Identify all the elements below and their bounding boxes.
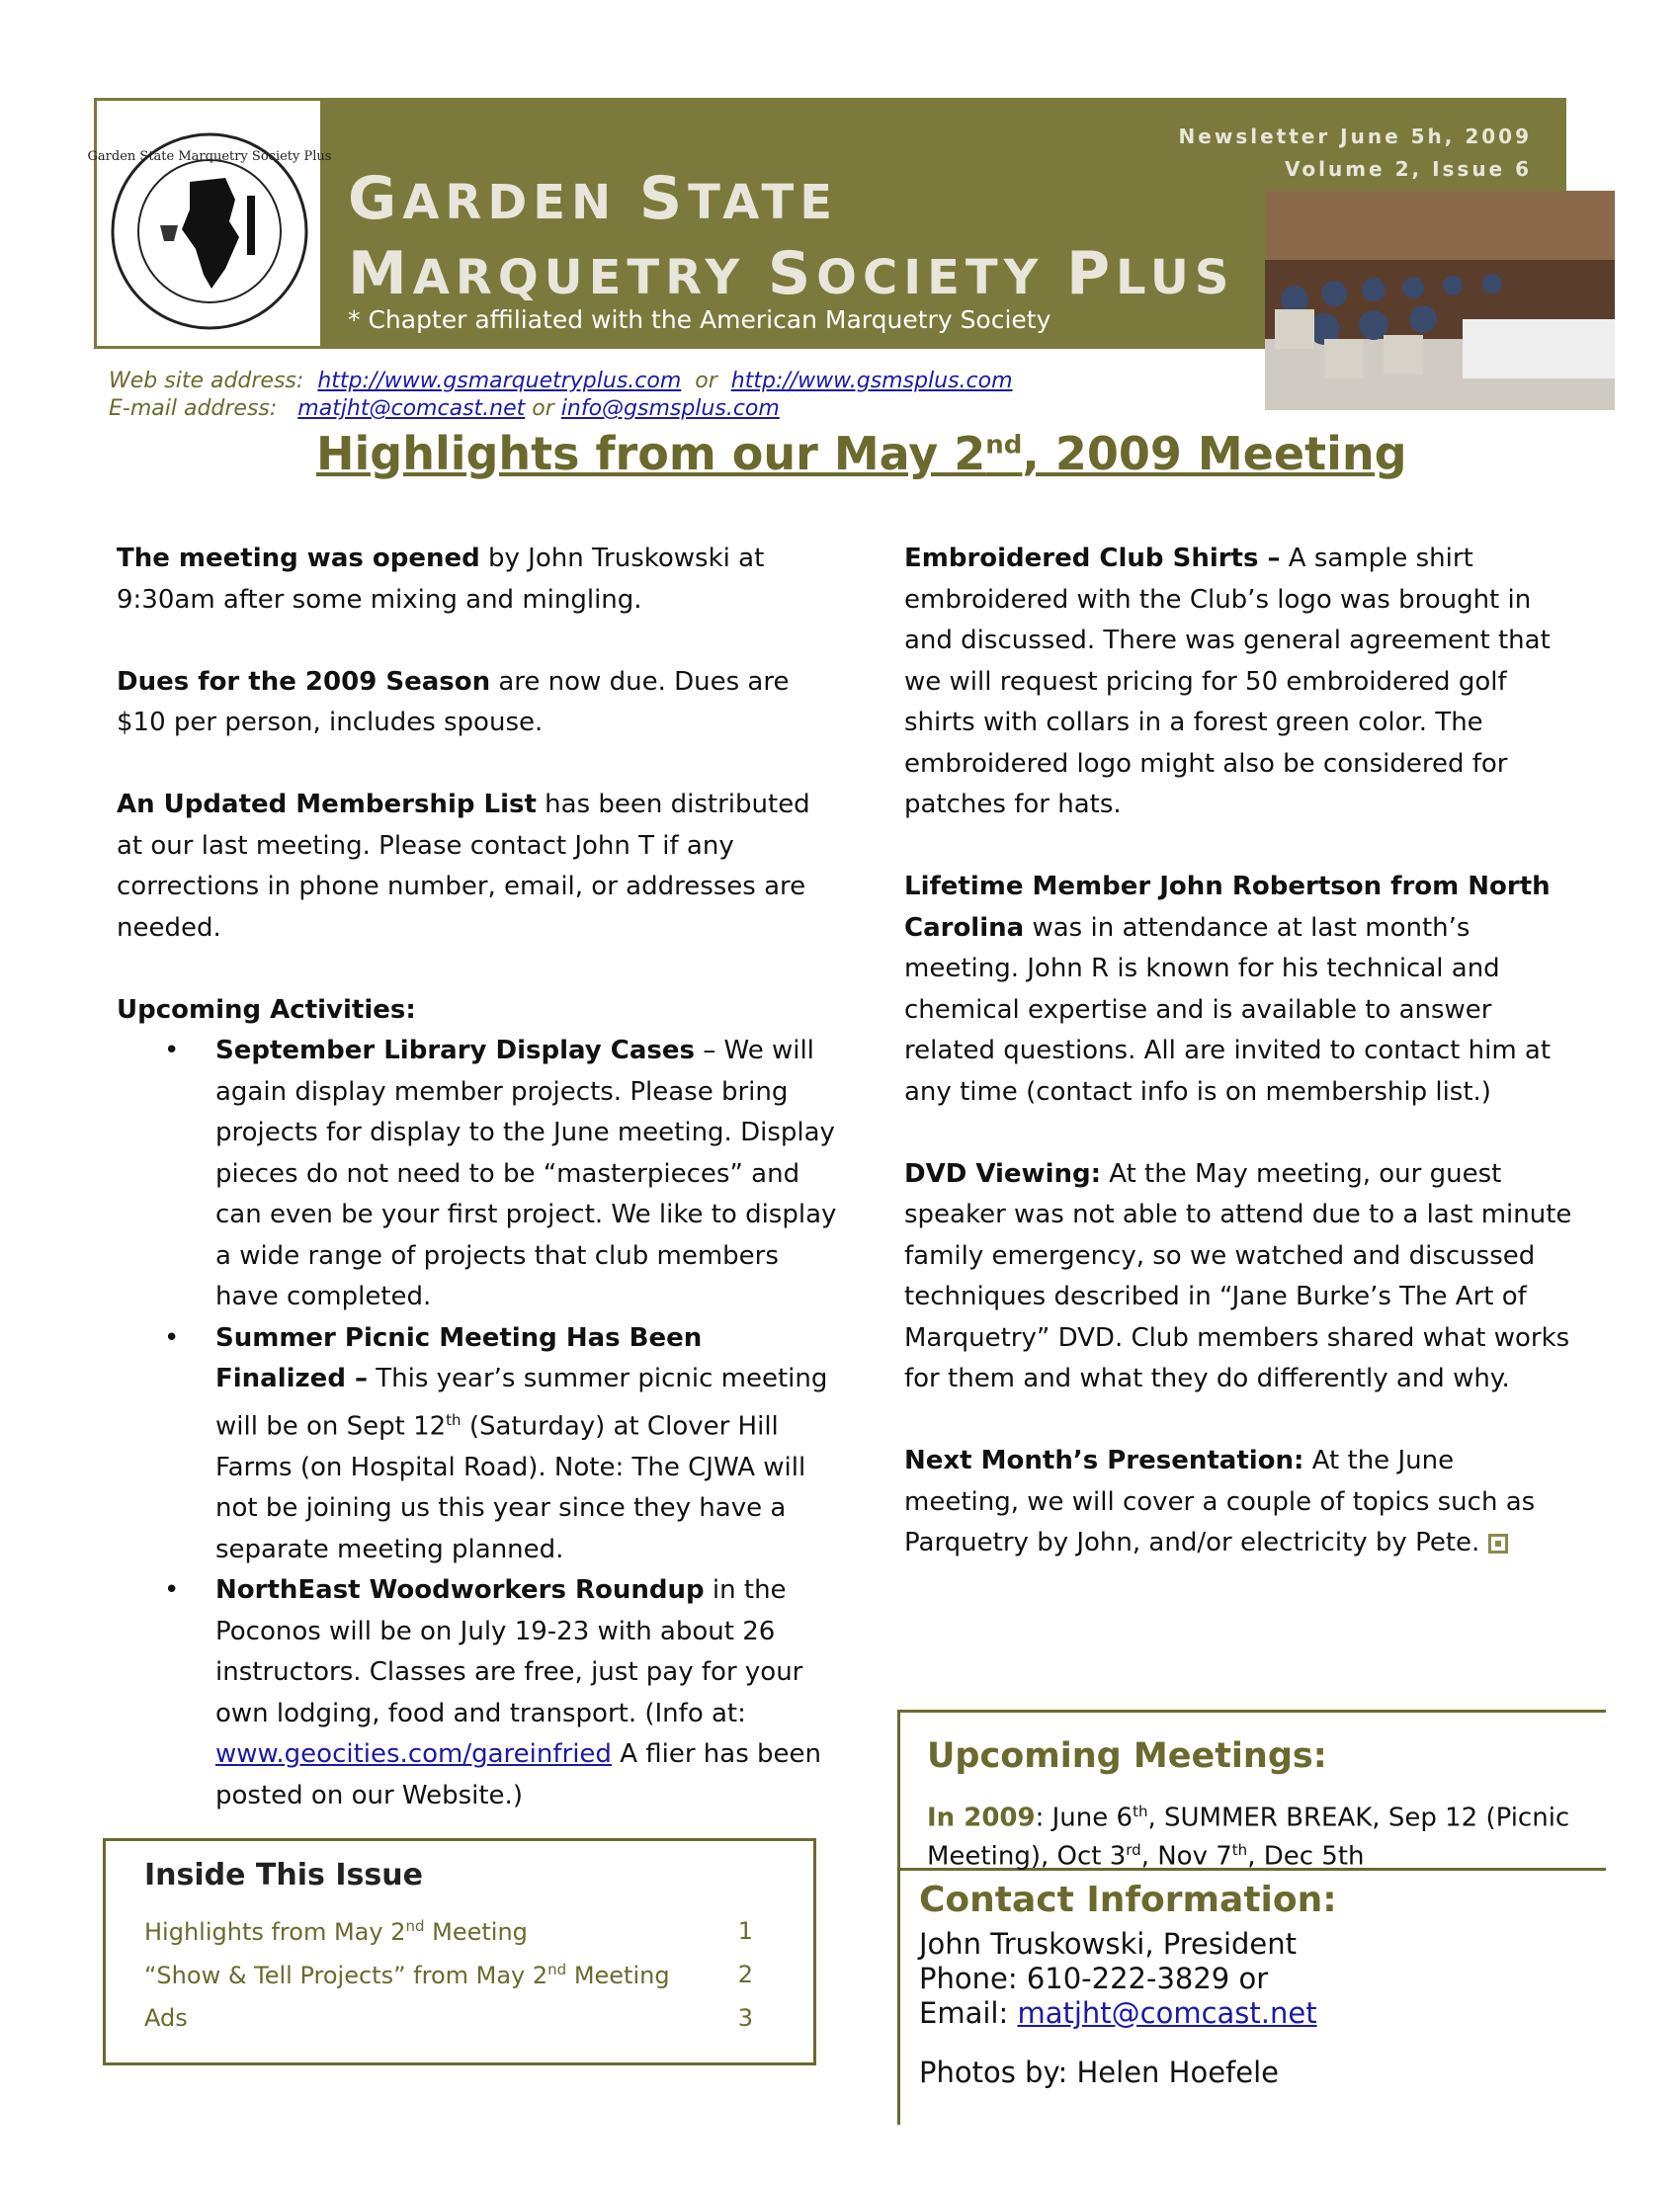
lifetime-member-heading: Lifetime Member John Robertson from North Carolina [904, 872, 1551, 943]
contact-name: John Truskowski, President [919, 1927, 1298, 1961]
web-label: Web site address: [109, 369, 304, 393]
meetings-top-rule [899, 1710, 1606, 1713]
toc-entry: Highlights from May 2 [144, 1918, 406, 1946]
picnic-text: This year’s summer picnic meeting will be on Sept 12 [215, 1364, 828, 1442]
toc-entry-sup: nd [547, 1961, 567, 1978]
right-column [904, 539, 1576, 1605]
website-link-1[interactable]: http://www.gsmarquetryplus.com [317, 369, 682, 393]
toc-title: Inside This Issue [144, 1858, 423, 1892]
toc-page-number: 3 [737, 2004, 753, 2032]
meetings-sup-2: rd [1126, 1840, 1141, 1859]
left-column [117, 539, 838, 1816]
picnic-heading: Summer Picnic Meeting Has Been Finalized – [215, 1322, 703, 1393]
newsletter-title-line1: GARDEN STATE [348, 164, 839, 233]
list-item [215, 1570, 838, 1816]
issue-volume: Volume 2, Issue 6 [1285, 157, 1532, 181]
upcoming-meetings-text [927, 1796, 1579, 1872]
membership-text: has been distributed at our last meeting. Please contact John T if any corrections in phone number, email, or addresses are needed. [117, 790, 810, 943]
meetings-sup-1: th [1133, 1803, 1148, 1820]
toc-row[interactable] [144, 2004, 753, 2032]
website-address-line [109, 369, 1013, 393]
issue-date: Newsletter June 5h, 2009 [1178, 125, 1532, 148]
dvd-heading: DVD Viewing: [904, 1158, 1101, 1189]
roundup-text-end: A flier has been posted on our Website.) [215, 1739, 821, 1810]
toc-row[interactable] [144, 1917, 753, 1946]
upcoming-meetings-title: Upcoming Meetings: [927, 1736, 1327, 1776]
toc-entry-end: Meeting [424, 1918, 528, 1946]
contact-information-title: Contact Information: [919, 1880, 1337, 1920]
dues-heading: Dues for the 2009 Season [117, 666, 491, 697]
club-shirts-text: A sample shirt embroidered with the Club’s logo was brought in and discussed. There was general agreement that we will request pricing for 50 embroidered golf shirts with collars in a forest green color. The embroidered logo might also be considered for patches for hats. [904, 544, 1551, 819]
email-link-1[interactable]: matjht@comcast.net [297, 396, 526, 421]
club-shirts-paragraph [904, 539, 1576, 826]
lifetime-member-paragraph [904, 867, 1576, 1113]
dues-text: are now due. Dues are $10 per person, includes spouse. [117, 666, 790, 737]
logo-text: Garden State Marquetry Society Plus [87, 149, 332, 164]
meeting-opened-heading: The meeting was opened [117, 544, 480, 573]
web-or: or [695, 369, 717, 393]
meeting-photo [1265, 191, 1615, 410]
membership-paragraph [117, 785, 838, 949]
photo-credit: Photos by: Helen Hoefele [919, 2056, 1279, 2089]
activities-list [117, 1031, 838, 1816]
meetings-sup-3: th [1231, 1840, 1248, 1859]
upcoming-activities [117, 990, 838, 1817]
contact-email-label: Email: [919, 1996, 1018, 2030]
email-address-line [109, 396, 780, 421]
headline-text-end: , 2009 Meeting [1022, 427, 1407, 480]
toc-entry-end: Meeting [566, 1962, 670, 1989]
lifetime-member-text: was in attendance at last month’s meeting. John R is known for his technical and chemical expertise and is available to answer related questions. All are invited to contact him at any time (contact info is on membership list.) [904, 912, 1552, 1107]
library-display-heading: September Library Display Cases [215, 1036, 695, 1065]
club-shirts-heading: Embroidered Club Shirts – [904, 544, 1281, 573]
contact-phone: Phone: 610-222-3829 or [919, 1962, 1269, 1995]
end-of-article-icon [1488, 1534, 1508, 1554]
meetings-date-1: : June 6 [1035, 1803, 1134, 1833]
meetings-year-label: In 2009 [927, 1803, 1036, 1833]
toc-entry: Ads [144, 2004, 188, 2032]
website-link-2[interactable]: http://www.gsmsplus.com [730, 369, 1013, 393]
toc-row[interactable] [144, 1961, 753, 1989]
toc-entry-sup: nd [405, 1917, 425, 1935]
membership-heading: An Updated Membership List [117, 790, 537, 819]
library-display-text: – We will again display member projects. Please bring projects for display to the June meeting. Display pieces do not need to be “masterpieces” and can even be your first project. We like to display a wide range of projects that club members have completed. [215, 1036, 837, 1311]
meetings-date-4: , Dec 5th [1247, 1841, 1365, 1872]
meetings-date-2: , SUMMER BREAK, Sep 12 (Picnic Meeting), Oct 3 [927, 1803, 1570, 1872]
picnic-text-end: (Saturday) at Clover Hill Farms (on Hospital Road). Note: The CJWA will not be joining us this year since they have a separate meeting planned. [215, 1411, 806, 1564]
headline-sup: nd [985, 430, 1023, 461]
list-item [215, 1031, 838, 1318]
newsletter-title-line2: MARQUETRY SOCIETY PLUS [348, 239, 1235, 308]
page-headline [316, 427, 1407, 480]
next-month-paragraph [904, 1441, 1576, 1564]
society-logo [87, 130, 332, 332]
upcoming-activities-heading: Upcoming Activities: [117, 994, 416, 1025]
email-label: E-mail address: [109, 396, 278, 421]
headline-text: Highlights from our May 2 [316, 427, 986, 480]
tagline: * Chapter affiliated with the American Marquetry Society [348, 305, 1051, 334]
toc-page-number: 2 [737, 1961, 753, 1988]
list-item [215, 1318, 838, 1571]
meetings-left-rule [897, 1710, 900, 2125]
dvd-text: At the May meeting, our guest speaker was not able to attend due to a last minute family emergency, so we watched and discussed techniques described in “Jane Burke’s The Art of Marquetry” DVD. Club members shared what works for them and what they do differently and why. [904, 1158, 1572, 1393]
next-month-heading: Next Month’s Presentation: [904, 1446, 1304, 1475]
meeting-opened-paragraph [117, 539, 838, 621]
toc-entry: “Show & Tell Projects” from May 2 [144, 1962, 548, 1989]
contact-email-link[interactable]: matjht@comcast.net [1017, 1996, 1317, 2030]
toc-page-number: 1 [737, 1917, 753, 1945]
dvd-paragraph [904, 1154, 1576, 1400]
roundup-heading: NorthEast Woodworkers Roundup [215, 1575, 705, 1606]
meeting-opened-text: by John Truskowski at 9:30am after some mixing and mingling. [117, 544, 765, 615]
email-link-2[interactable]: info@gsmsplus.com [560, 396, 780, 421]
geocities-link[interactable]: www.geocities.com/gareinfried [215, 1739, 612, 1770]
next-month-text: At the June meeting, we will cover a couple of topics such as Parquetry by John, and/or electricity by Pete. [904, 1446, 1536, 1557]
contact-email-line [919, 1996, 1317, 2030]
dues-paragraph [117, 662, 838, 744]
email-or: or [532, 396, 554, 421]
picnic-sup: th [446, 1410, 462, 1429]
roundup-text: in the Poconos will be on July 19-23 with about 26 instructors. Classes are free, just pay for your own lodging, food and transport. (Info at: [215, 1575, 803, 1728]
meetings-date-3: , Nov 7 [1140, 1841, 1232, 1872]
